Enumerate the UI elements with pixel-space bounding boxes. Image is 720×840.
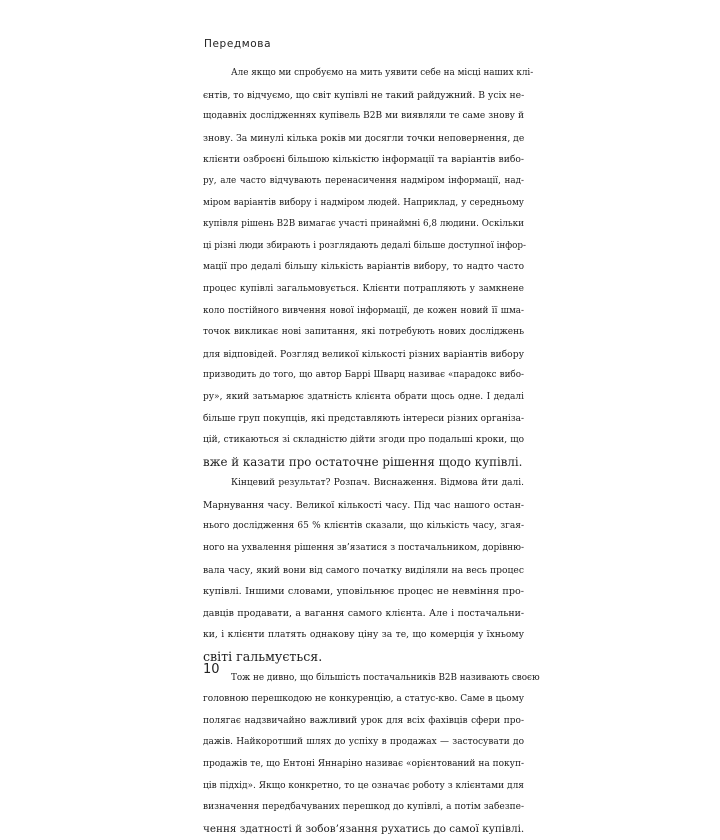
- text-line: продажів те, що Ентоні Яннаріно називає «орієнтований на покуп-: [203, 759, 524, 769]
- text-line: Але якщо ми спробуємо на мить уявити себе на місці наших клі-: [231, 68, 534, 78]
- text-line: полягає надзвичайно важливий урок для всіх фахівців сфери про-: [203, 715, 524, 726]
- text-line: більше груп покупців, які представляють інтереси різних організа-: [203, 413, 525, 424]
- text-line: чення здатності й зобов’язання рухатись до самої купівлі.: [203, 822, 525, 835]
- running-head: Передмова: [204, 38, 272, 50]
- text-line: ного на ухвалення рішення зв’язатися з постачальником, дорівню-: [203, 543, 525, 554]
- paragraph-2: [203, 473, 524, 667]
- text-line: коло постійного вивчення нової інформації, де кожен новий її шма-: [203, 305, 524, 316]
- text-line: міром варіантів вибору і надміром людей. Наприклад, у середньому: [203, 197, 524, 208]
- text-line: мації про дедалі більшу кількість варіантів вибору, то надто часто: [203, 262, 524, 273]
- text-line: ру, але часто відчувають перенасичення надміром інформації, над-: [203, 175, 524, 186]
- text-line: нього дослідження 65 % клієнтів сказали, що кількість часу, згая-: [203, 521, 524, 532]
- text-line: Марнування часу. Великої кількості часу. Під час нашого остан-: [203, 499, 524, 511]
- text-line: вже й казати про остаточне рішення щодо купівлі.: [203, 454, 523, 469]
- text-line: єнтів, то відчуємо, що світ купівлі не такий райдужний. В усіх не-: [203, 89, 525, 101]
- body-text: [203, 63, 540, 840]
- text-line: ки, і клієнти платять однакову ціну за те, що комерція у їхньому: [203, 629, 524, 641]
- text-line: знову. За минулі кілька років ми досягли точки неповернення, де: [203, 132, 525, 144]
- text-line: давців продавати, а вагання самого клієнта. Але і постачальни-: [203, 607, 524, 619]
- paragraph-3: [203, 668, 540, 840]
- text-line: цій, стикаються зі складністю дійти згоди про подальші кроки, що: [203, 435, 524, 446]
- text-line: ці різні люди збирають і розглядають дедалі більше доступної інфор-: [203, 240, 527, 251]
- text-line: світі гальмується.: [203, 649, 323, 665]
- text-line: ців підхід». Якщо конкретно, то це означає роботу з клієнтами для: [203, 780, 524, 791]
- text-line: купівля рішень B2B вимагає участі принаймні 6,8 людини. Оскільки: [203, 219, 524, 230]
- text-line: Кінцевий результат? Розпач. Виснаження. Відмова йти далі.: [231, 478, 524, 489]
- text-line: купівлі. Іншими словами, уповільнює процес не невміння про-: [203, 586, 524, 598]
- text-line: для відповідей. Розгляд великої кількості різних варіантів вибору: [203, 348, 524, 360]
- paragraph-1: [203, 63, 534, 473]
- text-line: головною перешкодою не конкуренцію, а статус-кво. Саме в цьому: [203, 694, 524, 705]
- text-line: процес купівлі загальмовується. Клієнти потрапляють у замкнене: [203, 283, 524, 294]
- text-line: призводить до того, що автор Баррі Шварц називає «парадокс вибо-: [203, 370, 524, 381]
- page-number: 10: [203, 662, 220, 677]
- text-line: точок викликає нові запитання, які потребують нових досліджень: [203, 327, 524, 338]
- text-line: вала часу, який вони від самого початку виділяли на весь процес: [203, 564, 524, 576]
- text-line: Тож не дивно, що більшість постачальників B2B називають своєю: [231, 672, 540, 683]
- text-line: щодавніх дослідженнях купівель B2B ми виявляли те саме знову й: [203, 111, 524, 122]
- text-line: клієнти озброєні більшою кількістю інформації та варіантів вибо-: [203, 154, 524, 166]
- text-line: ру», який затьмарює здатність клієнта обрати щось одне. І дедалі: [203, 391, 524, 402]
- text-line: дажів. Найкоротший шлях до успіху в продажах — застосувати до: [203, 737, 524, 748]
- text-line: визначення передбачуваних перешкод до купівлі, а потім забезпе-: [203, 802, 524, 813]
